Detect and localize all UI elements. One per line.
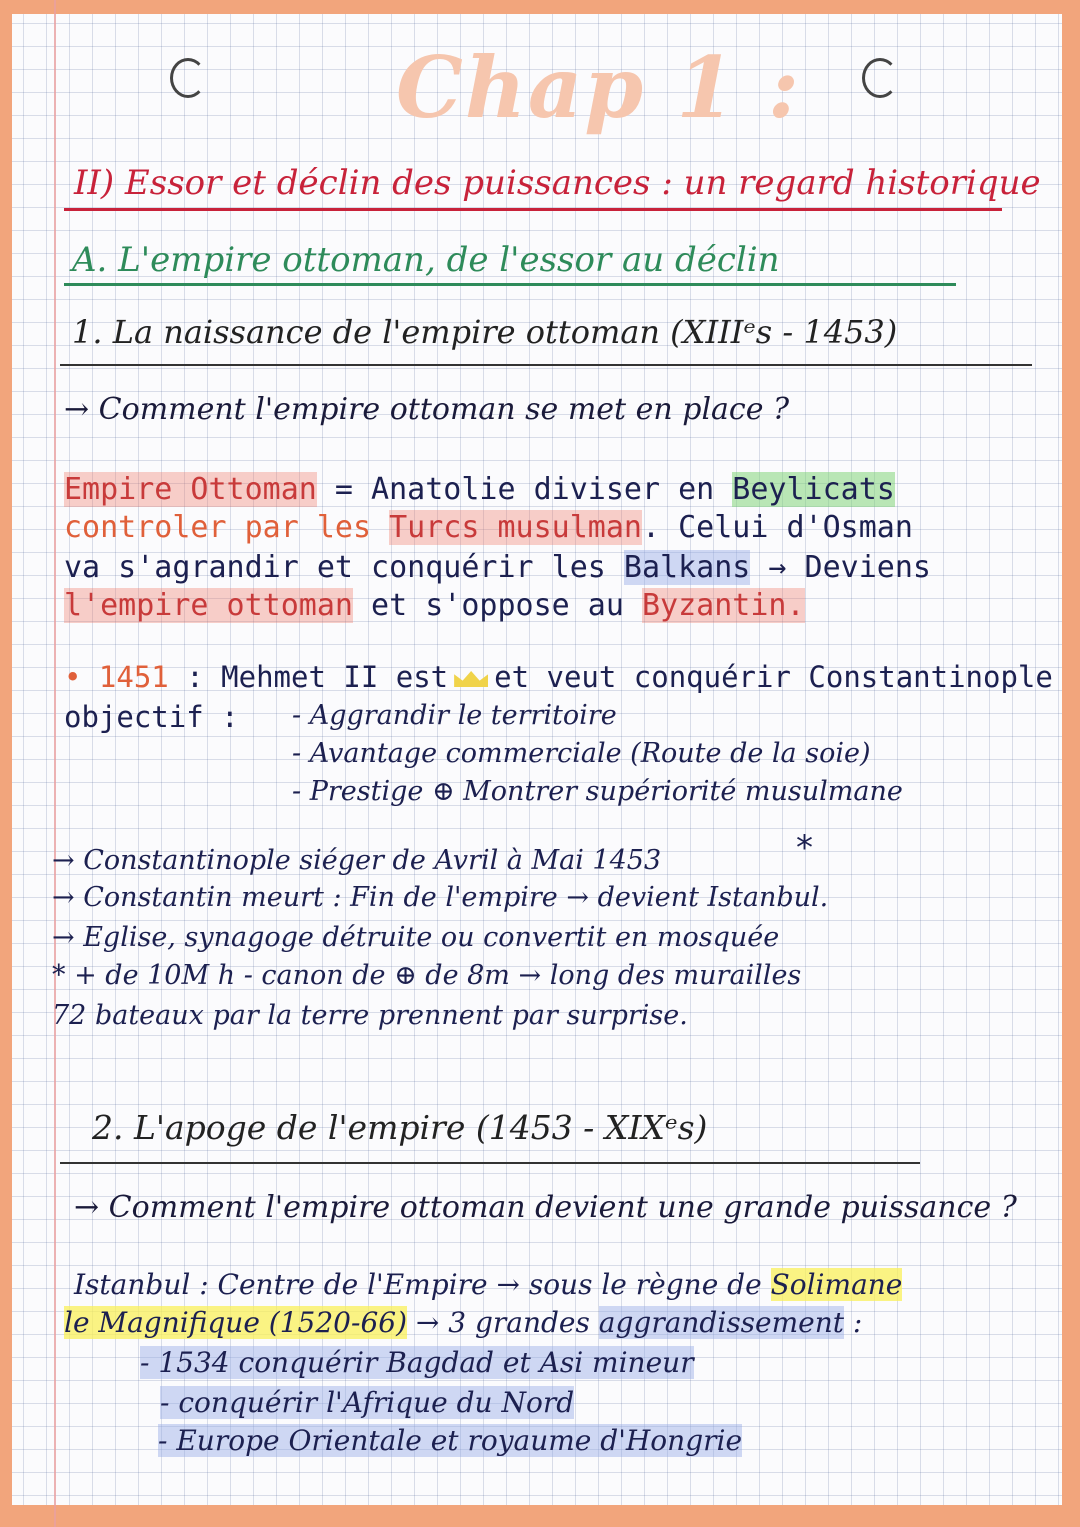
event-line: 72 bateaux par la terre prennent par surprise.	[52, 1000, 688, 1031]
part1-underline	[60, 364, 1032, 366]
magnifique-colon: :	[844, 1306, 863, 1339]
istanbul-line	[74, 1268, 902, 1301]
definition-l4-mid: et s'oppose au	[352, 588, 642, 623]
page-border-left	[0, 0, 12, 1527]
chapter-title: Chap 1 :	[396, 38, 802, 137]
mehmet-line	[64, 660, 1053, 694]
objectif-item: - Prestige ⊕ Montrer supériorité musulmane	[292, 776, 903, 807]
term-balkans: Balkans	[623, 550, 751, 585]
part2-question: → Comment l'empire ottoman devient une grande puissance ?	[74, 1190, 1017, 1225]
definition-eq: = Anatolie diviser en	[316, 472, 733, 507]
section-underline	[64, 208, 1002, 211]
term-aggrandissement: aggrandissement	[598, 1306, 845, 1339]
objectif-item: - Avantage commerciale (Route de la soie)	[292, 738, 871, 769]
conquest-item: - conquérir l'Afrique du Nord	[160, 1386, 575, 1419]
magnifique-text: → 3 grandes	[407, 1306, 599, 1339]
mehmet-date: • 1451	[64, 660, 169, 694]
page-border-bottom	[0, 1505, 1080, 1527]
term-beylicats: Beylicats	[732, 472, 895, 507]
term-magnifique: le Magnifique (1520-66)	[64, 1306, 407, 1339]
part1-question: → Comment l'empire ottoman se met en place ?	[64, 392, 790, 427]
binder-hole-right	[862, 58, 898, 98]
margin-line	[54, 0, 56, 1527]
page-border-right	[1062, 0, 1080, 1527]
term-turcs: Turcs musulman	[389, 510, 642, 545]
subsection-heading: A. L'empire ottoman, de l'essor au déclin	[72, 240, 780, 280]
term-soliman: Solimane	[770, 1268, 903, 1301]
event-line: → Constantin meurt : Fin de l'empire → devient Istanbul.	[52, 882, 829, 913]
part2-heading: 2. L'apoge de l'empire (1453 - XIXᵉs)	[92, 1108, 708, 1147]
term-empire-ottoman: Empire Ottoman	[64, 472, 317, 507]
term-empire: l'empire ottoman	[64, 588, 353, 623]
definition-l2-end: . Celui d'Osman	[641, 510, 913, 545]
event-line: → Constantinople siéger de Avril à Mai 1453	[52, 845, 662, 876]
asterisk-mark: *	[796, 828, 813, 868]
magnifique-line	[64, 1306, 862, 1339]
mehmet-text-b: et veut conquérir Constantinople	[494, 660, 1053, 694]
conquest-item: - 1534 conquérir Bagdad et Asi mineur	[140, 1346, 694, 1379]
definition-line-3	[64, 550, 931, 585]
mehmet-text-a: : Mehmet II est	[168, 660, 449, 694]
page-border-top	[0, 0, 1080, 14]
term-byzantin: Byzantin.	[641, 588, 805, 623]
definition-line-4	[64, 588, 805, 623]
definition-line-2	[64, 510, 913, 545]
binder-hole-left	[170, 58, 206, 98]
definition-l3-end: → Deviens	[750, 550, 931, 585]
section-heading: II) Essor et déclin des puissances : un regard historique	[74, 163, 1041, 203]
objectif-item: - Aggrandir le territoire	[292, 700, 617, 731]
part1-heading: 1. La naissance de l'empire ottoman (XIIIᵉs - 1453)	[72, 313, 898, 351]
conquest-item: - Europe Orientale et royaume d'Hongrie	[158, 1424, 743, 1457]
definition-line-1	[64, 472, 895, 507]
definition-l2-start: controler par les	[64, 510, 390, 545]
subsection-underline	[64, 283, 956, 286]
istanbul-text: Istanbul : Centre de l'Empire → sous le règne de	[74, 1268, 771, 1301]
event-line: * + de 10M h - canon de ⊕ de 8m → long des murailles	[52, 960, 802, 991]
definition-l3-start: va s'agrandir et conquérir les	[64, 550, 624, 585]
part2-underline	[60, 1162, 920, 1164]
crown-icon	[454, 671, 488, 687]
event-line: → Eglise, synagoge détruite ou convertit en mosquée	[52, 922, 780, 953]
objectif-label: objectif :	[64, 700, 239, 734]
